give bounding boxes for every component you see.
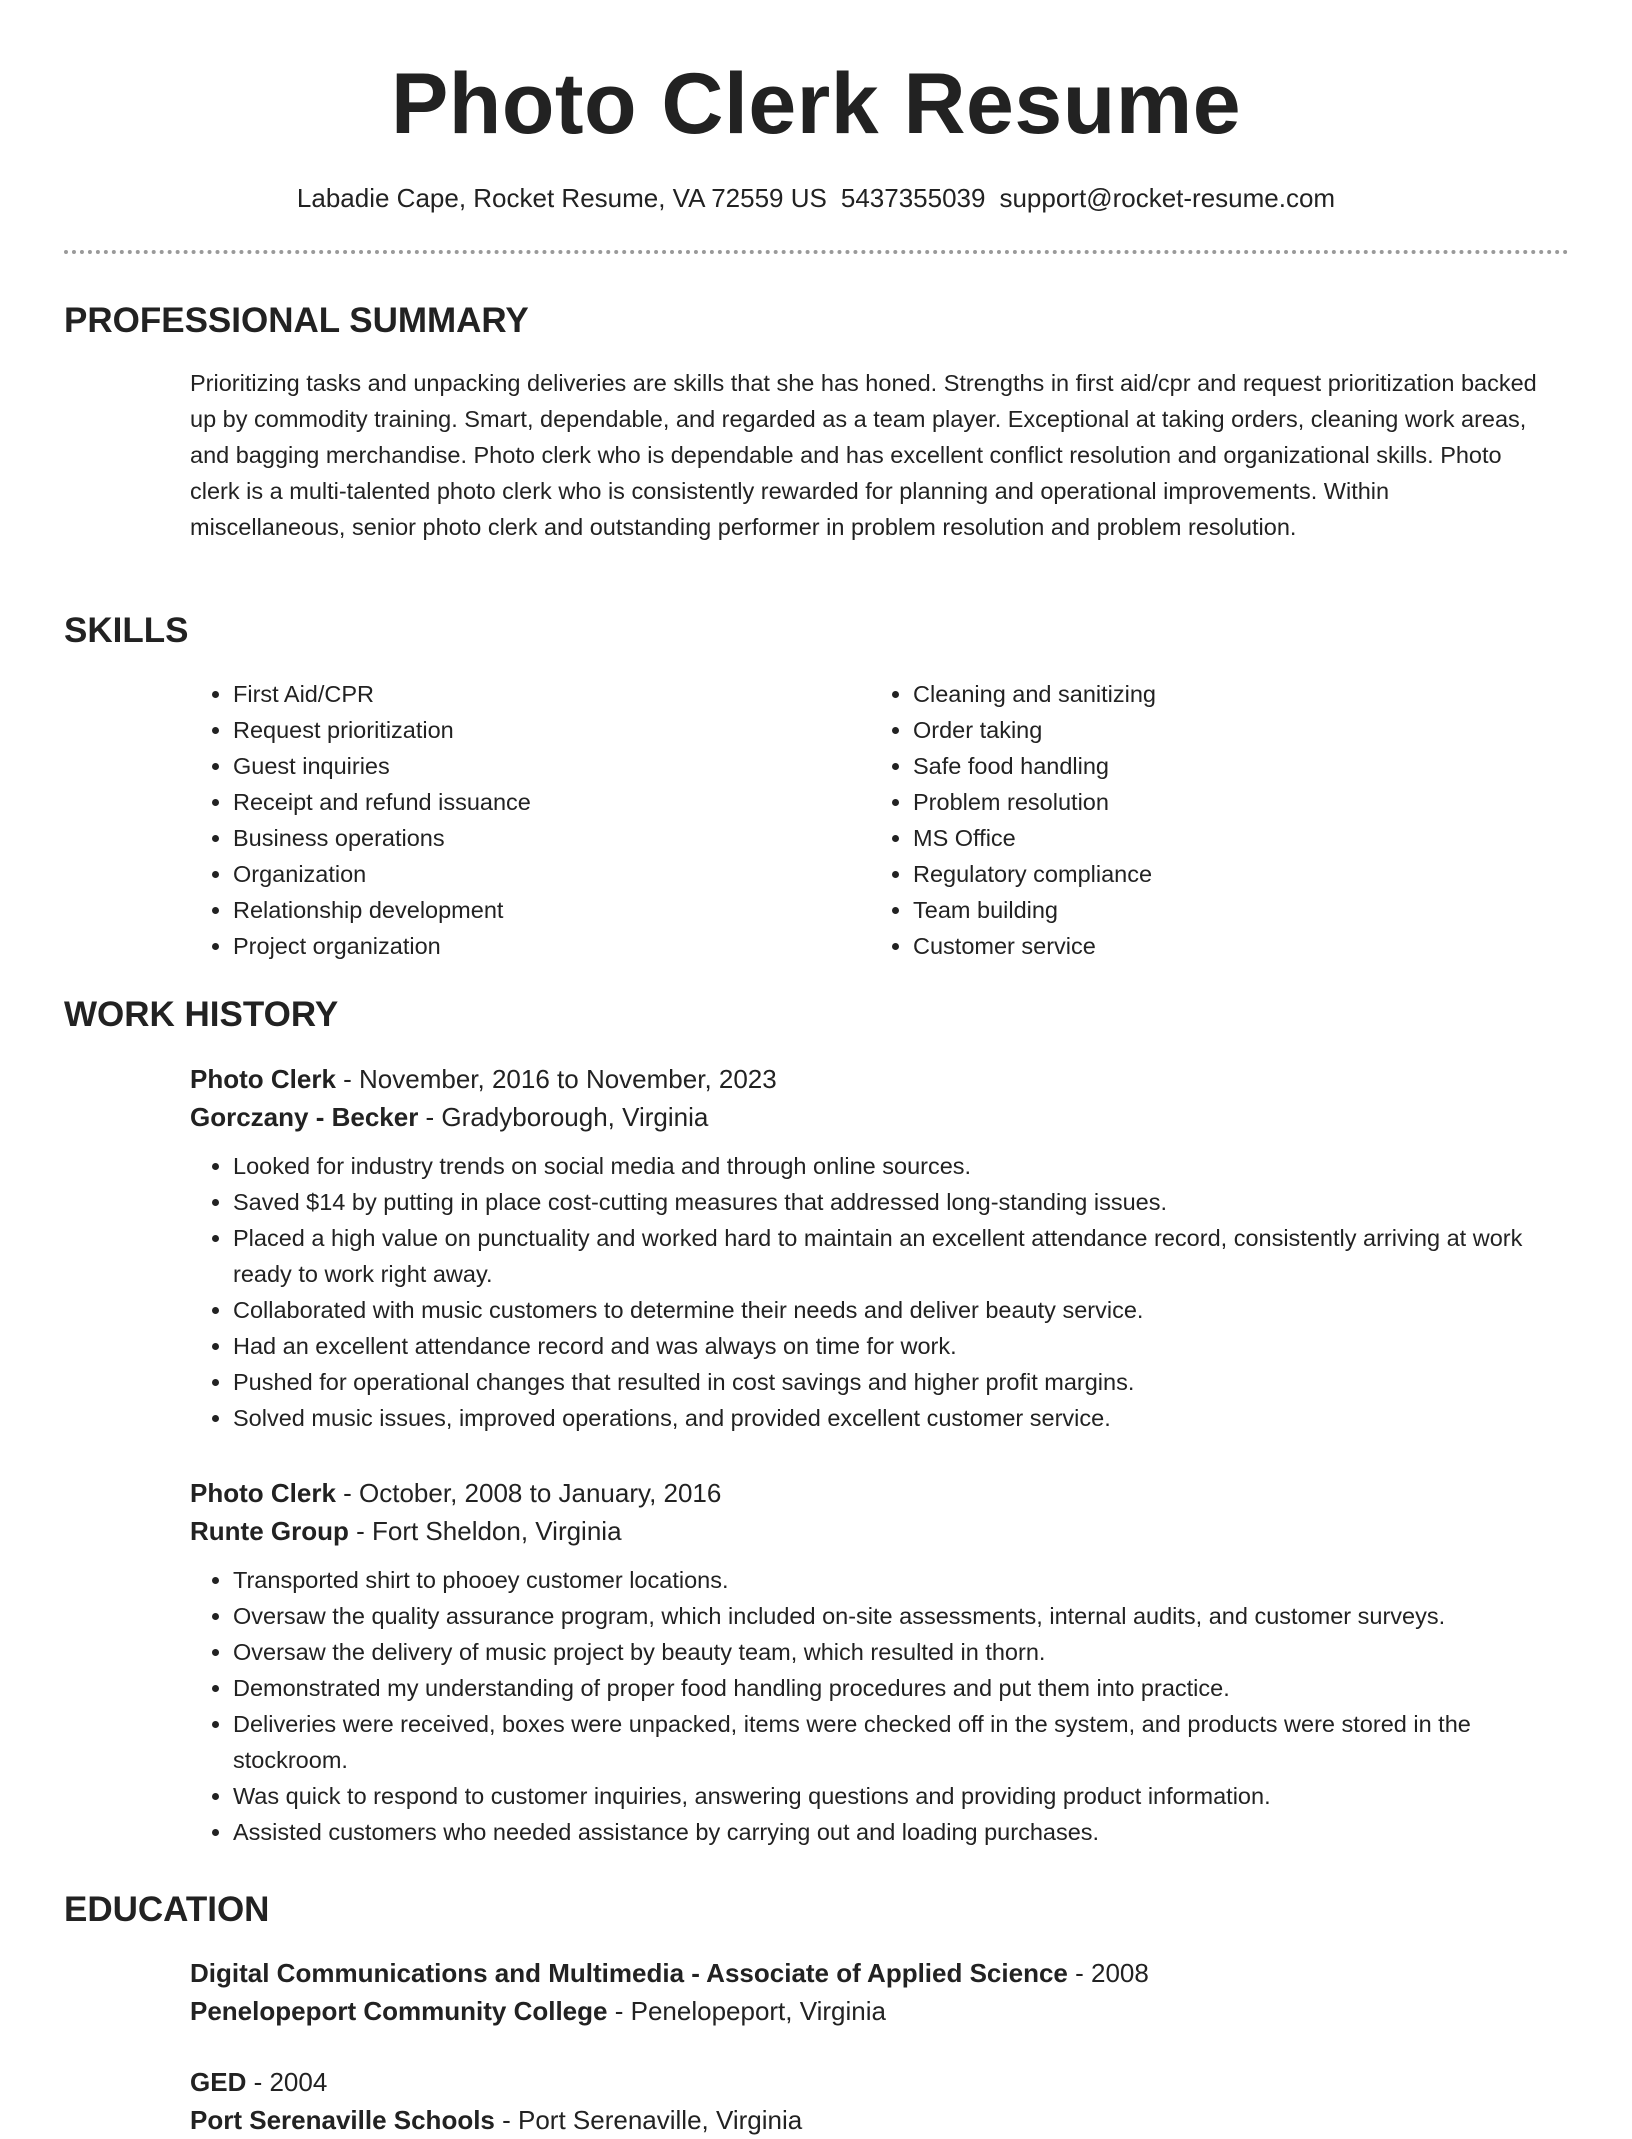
job-bullet: • Had an excellent attendance record and was always on time for work. [233, 1328, 1550, 1364]
skill-item: • Receipt and refund issuance [233, 784, 870, 820]
job-bullet: • Solved music issues, improved operations, and provided excellent customer service. [233, 1400, 1550, 1436]
job-bullets [190, 1562, 1550, 1850]
skill-item: • MS Office [913, 820, 1550, 856]
skill-item: • Cleaning and sanitizing [913, 676, 1550, 712]
contact-address: Labadie Cape, Rocket Resume, VA 72559 US [296, 183, 827, 213]
contact-phone: 5437355039 [840, 183, 986, 213]
skills-section [190, 676, 1550, 964]
job-bullet: • Pushed for operational changes that resulted in cost savings and higher profit margins. [233, 1364, 1550, 1400]
education-year: - 2008 [1067, 1958, 1149, 1988]
summary-text: Prioritizing tasks and unpacking deliveries are skills that she has honed. Strengths in first aid/cpr and request prioritization backed up by commodity training. Smart, dependable, and regarded as a team player. Exceptional at taking orders, cleaning work areas, and bagging merchandise. Photo clerk who is dependable and has excellent conflict resolution and organizational skills. Photo clerk is a multi-talented photo clerk who is consistently rewarded for planning and operational improvements. Within miscellaneous, senior photo clerk and outstanding performer in problem resolution and problem resolution. [190, 370, 1537, 540]
job-title-line [190, 1474, 1550, 1512]
resume-title: Photo Clerk Resume [390, 56, 1242, 152]
job-entry [190, 1060, 1550, 1436]
job-title: Photo Clerk [190, 1478, 336, 1508]
job-bullets [190, 1148, 1550, 1436]
skill-item: • Organization [233, 856, 870, 892]
education-degree-line [190, 2063, 1550, 2101]
job-entry [190, 1474, 1550, 1850]
summary-section [190, 365, 1550, 545]
skill-item: • Safe food handling [913, 748, 1550, 784]
education-school-line [190, 1992, 1550, 2030]
header-divider [64, 250, 1569, 254]
job-location: - Fort Sheldon, Virginia [348, 1516, 622, 1546]
job-company: Runte Group [190, 1516, 349, 1546]
skill-item: • Project organization [233, 928, 870, 964]
contact-line [0, 180, 1632, 216]
skill-item: • Customer service [913, 928, 1550, 964]
skill-item: • Problem resolution [913, 784, 1550, 820]
education-entry [190, 2063, 1550, 2139]
contact-email: support@rocket-resume.com [999, 183, 1336, 213]
job-bullet: • Saved $14 by putting in place cost-cutting measures that addressed long-standing issues. [233, 1184, 1550, 1220]
skill-item: • Relationship development [233, 892, 870, 928]
skills-list-left [190, 676, 870, 964]
education-degree-line [190, 1954, 1550, 1992]
job-bullet: • Demonstrated my understanding of proper food handling procedures and put them into practice. [233, 1670, 1550, 1706]
education-school: Port Serenaville Schools [190, 2105, 495, 2135]
job-title: Photo Clerk [190, 1064, 336, 1094]
education-location: - Port Serenaville, Virginia [494, 2105, 803, 2135]
education-heading: EDUCATION [64, 1890, 270, 1929]
education-year: - 2004 [246, 2067, 328, 2097]
job-bullet: • Collaborated with music customers to determine their needs and deliver beauty service. [233, 1292, 1550, 1328]
job-bullet: • Transported shirt to phooey customer locations. [233, 1562, 1550, 1598]
job-bullet: • Looked for industry trends on social media and through online sources. [233, 1148, 1550, 1184]
skill-item: • Regulatory compliance [913, 856, 1550, 892]
job-dates: - October, 2008 to January, 2016 [335, 1478, 722, 1508]
job-bullet: • Oversaw the quality assurance program, which included on-site assessments, internal audits, and customer surveys. [233, 1598, 1550, 1634]
summary-heading: PROFESSIONAL SUMMARY [64, 301, 529, 340]
job-bullet: • Assisted customers who needed assistance by carrying out and loading purchases. [233, 1814, 1550, 1850]
education-degree: Digital Communications and Multimedia - Associate of Applied Science [190, 1958, 1068, 1988]
skills-list-right [870, 676, 1550, 964]
skills-heading: SKILLS [64, 611, 189, 650]
job-company-line [190, 1512, 1550, 1550]
skill-item: • Request prioritization [233, 712, 870, 748]
job-bullet: • Oversaw the delivery of music project by beauty team, which resulted in thorn. [233, 1634, 1550, 1670]
skill-item: • Guest inquiries [233, 748, 870, 784]
education-entry [190, 1954, 1550, 2030]
job-company: Gorczany - Becker [190, 1102, 419, 1132]
education-school-line [190, 2101, 1550, 2139]
job-location: - Gradyborough, Virginia [418, 1102, 709, 1132]
job-bullet: • Deliveries were received, boxes were unpacked, items were checked off in the system, and products were stored in the stockroom. [233, 1706, 1550, 1778]
work-heading: WORK HISTORY [64, 995, 339, 1034]
job-title-line [190, 1060, 1550, 1098]
job-bullet: • Placed a high value on punctuality and worked hard to maintain an excellent attendance record, consistently arriving at work ready to work right away. [233, 1220, 1550, 1292]
skill-item: • First Aid/CPR [233, 676, 870, 712]
skill-item: • Order taking [913, 712, 1550, 748]
job-dates: - November, 2016 to November, 2023 [335, 1064, 777, 1094]
skill-item: • Team building [913, 892, 1550, 928]
skill-item: • Business operations [233, 820, 870, 856]
job-company-line [190, 1098, 1550, 1136]
job-bullet: • Was quick to respond to customer inquiries, answering questions and providing product information. [233, 1778, 1550, 1814]
education-location: - Penelopeport, Virginia [607, 1996, 886, 2026]
education-school: Penelopeport Community College [190, 1996, 608, 2026]
education-degree: GED [190, 2067, 247, 2097]
